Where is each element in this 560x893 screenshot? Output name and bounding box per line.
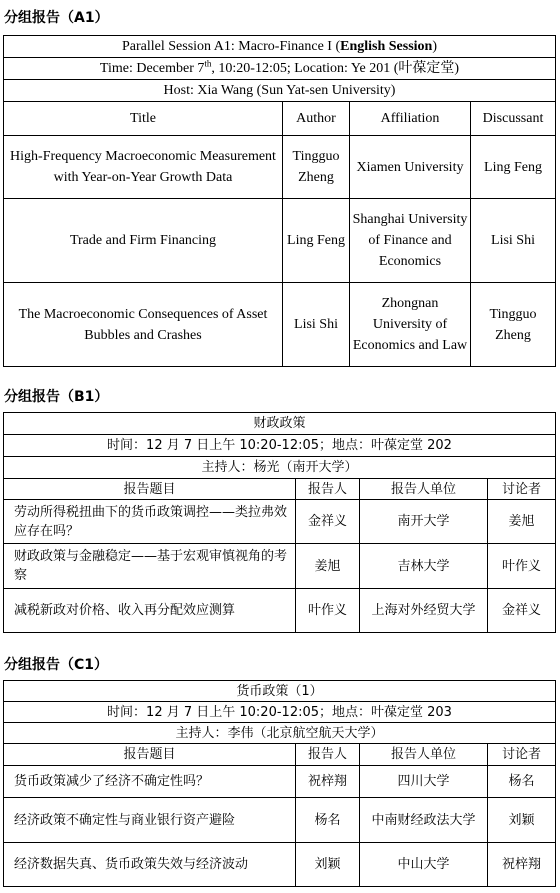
affiliation: 吉林大学 bbox=[360, 544, 488, 589]
session-time: 时间：12 月 7 日上午 10:20-12:05；地点：叶葆定堂 203 bbox=[4, 702, 556, 723]
column-header: Title bbox=[4, 102, 283, 136]
session-time: Time: December 7th, 10:20-12:05; Location: Ye 201 (叶葆定堂) bbox=[4, 58, 556, 80]
discussant: 杨名 bbox=[488, 766, 556, 798]
paper-title: 财政政策与金融稳定——基于宏观审慎视角的考察 bbox=[4, 544, 296, 589]
affiliation: Xiamen University bbox=[350, 136, 471, 199]
table-row bbox=[4, 283, 556, 367]
affiliation: Zhongnan University of Economics and Law bbox=[350, 283, 471, 367]
paper-title: 货币政策减少了经济不确定性吗？ bbox=[4, 766, 296, 798]
discussant: 祝梓翔 bbox=[488, 843, 556, 887]
author: 金祥义 bbox=[296, 500, 360, 544]
author: 刘颖 bbox=[296, 843, 360, 887]
discussant: 刘颖 bbox=[488, 798, 556, 843]
column-header: 报告题目 bbox=[4, 744, 296, 766]
table-row bbox=[4, 589, 556, 633]
column-header: 报告人单位 bbox=[360, 744, 488, 766]
session-host: Host: Xia Wang (Sun Yat-sen University) bbox=[4, 80, 556, 102]
table-row bbox=[4, 798, 556, 843]
session-host: 主持人：李伟（北京航空航天大学） bbox=[4, 723, 556, 744]
affiliation: Shanghai University of Finance and Economics bbox=[350, 199, 471, 283]
column-header: Affiliation bbox=[350, 102, 471, 136]
discussant: Lisi Shi bbox=[471, 199, 556, 283]
column-header: 报告人 bbox=[296, 744, 360, 766]
column-header: Discussant bbox=[471, 102, 556, 136]
discussant: Ling Feng bbox=[471, 136, 556, 199]
paper-title: 劳动所得税扭曲下的货币政策调控——类拉弗效应存在吗？ bbox=[4, 500, 296, 544]
schedule-table-b1 bbox=[3, 412, 556, 633]
session-host: 主持人：杨光（南开大学） bbox=[4, 457, 556, 479]
author: Tingguo Zheng bbox=[283, 136, 350, 199]
column-header: 报告题目 bbox=[4, 479, 296, 500]
header-row bbox=[4, 102, 556, 136]
paper-title: Trade and Firm Financing bbox=[4, 199, 283, 283]
column-header: 讨论者 bbox=[488, 744, 556, 766]
column-header: Author bbox=[283, 102, 350, 136]
time-row bbox=[4, 435, 556, 457]
paper-title: High-Frequency Macroeconomic Measurement with Year-on-Year Growth Data bbox=[4, 136, 283, 199]
author: 杨名 bbox=[296, 798, 360, 843]
time-row bbox=[4, 58, 556, 80]
affiliation: 中山大学 bbox=[360, 843, 488, 887]
host-row bbox=[4, 80, 556, 102]
column-header: 报告人单位 bbox=[360, 479, 488, 500]
affiliation: 南开大学 bbox=[360, 500, 488, 544]
section-heading-c1: 分组报告（C1） bbox=[4, 657, 109, 673]
host-row bbox=[4, 723, 556, 744]
table-row bbox=[4, 544, 556, 589]
table-row bbox=[4, 136, 556, 199]
affiliation: 中南财经政法大学 bbox=[360, 798, 488, 843]
discussant: 叶作义 bbox=[488, 544, 556, 589]
affiliation: 四川大学 bbox=[360, 766, 488, 798]
session-title: 财政政策 bbox=[4, 413, 556, 435]
session-time: 时间：12 月 7 日上午 10:20-12:05；地点：叶葆定堂 202 bbox=[4, 435, 556, 457]
table-row bbox=[4, 500, 556, 544]
author: 祝梓翔 bbox=[296, 766, 360, 798]
affiliation: 上海对外经贸大学 bbox=[360, 589, 488, 633]
schedule-table-a1 bbox=[3, 35, 556, 367]
session-title: Parallel Session A1: Macro-Finance I (English Session) bbox=[4, 36, 556, 58]
time-row bbox=[4, 702, 556, 723]
discussant: Tingguo Zheng bbox=[471, 283, 556, 367]
section-heading-b1: 分组报告（B1） bbox=[4, 389, 109, 405]
section-heading-a1: 分组报告（A1） bbox=[4, 10, 109, 26]
paper-title: 经济政策不确定性与商业银行资产避险 bbox=[4, 798, 296, 843]
paper-title: 经济数据失真、货币政策失效与经济波动 bbox=[4, 843, 296, 887]
author: Lisi Shi bbox=[283, 283, 350, 367]
paper-title: The Macroeconomic Consequences of Asset Bubbles and Crashes bbox=[4, 283, 283, 367]
table-row bbox=[4, 199, 556, 283]
host-row bbox=[4, 457, 556, 479]
author: Ling Feng bbox=[283, 199, 350, 283]
schedule-table-c1 bbox=[3, 680, 556, 887]
session-row bbox=[4, 36, 556, 58]
table-row bbox=[4, 843, 556, 887]
paper-title: 减税新政对价格、收入再分配效应测算 bbox=[4, 589, 296, 633]
header-row bbox=[4, 744, 556, 766]
discussant: 姜旭 bbox=[488, 500, 556, 544]
column-header: 报告人 bbox=[296, 479, 360, 500]
session-row bbox=[4, 413, 556, 435]
header-row bbox=[4, 479, 556, 500]
column-header: 讨论者 bbox=[488, 479, 556, 500]
session-title: 货币政策（1） bbox=[4, 681, 556, 702]
discussant: 金祥义 bbox=[488, 589, 556, 633]
author: 姜旭 bbox=[296, 544, 360, 589]
table-row bbox=[4, 766, 556, 798]
author: 叶作义 bbox=[296, 589, 360, 633]
session-row bbox=[4, 681, 556, 702]
